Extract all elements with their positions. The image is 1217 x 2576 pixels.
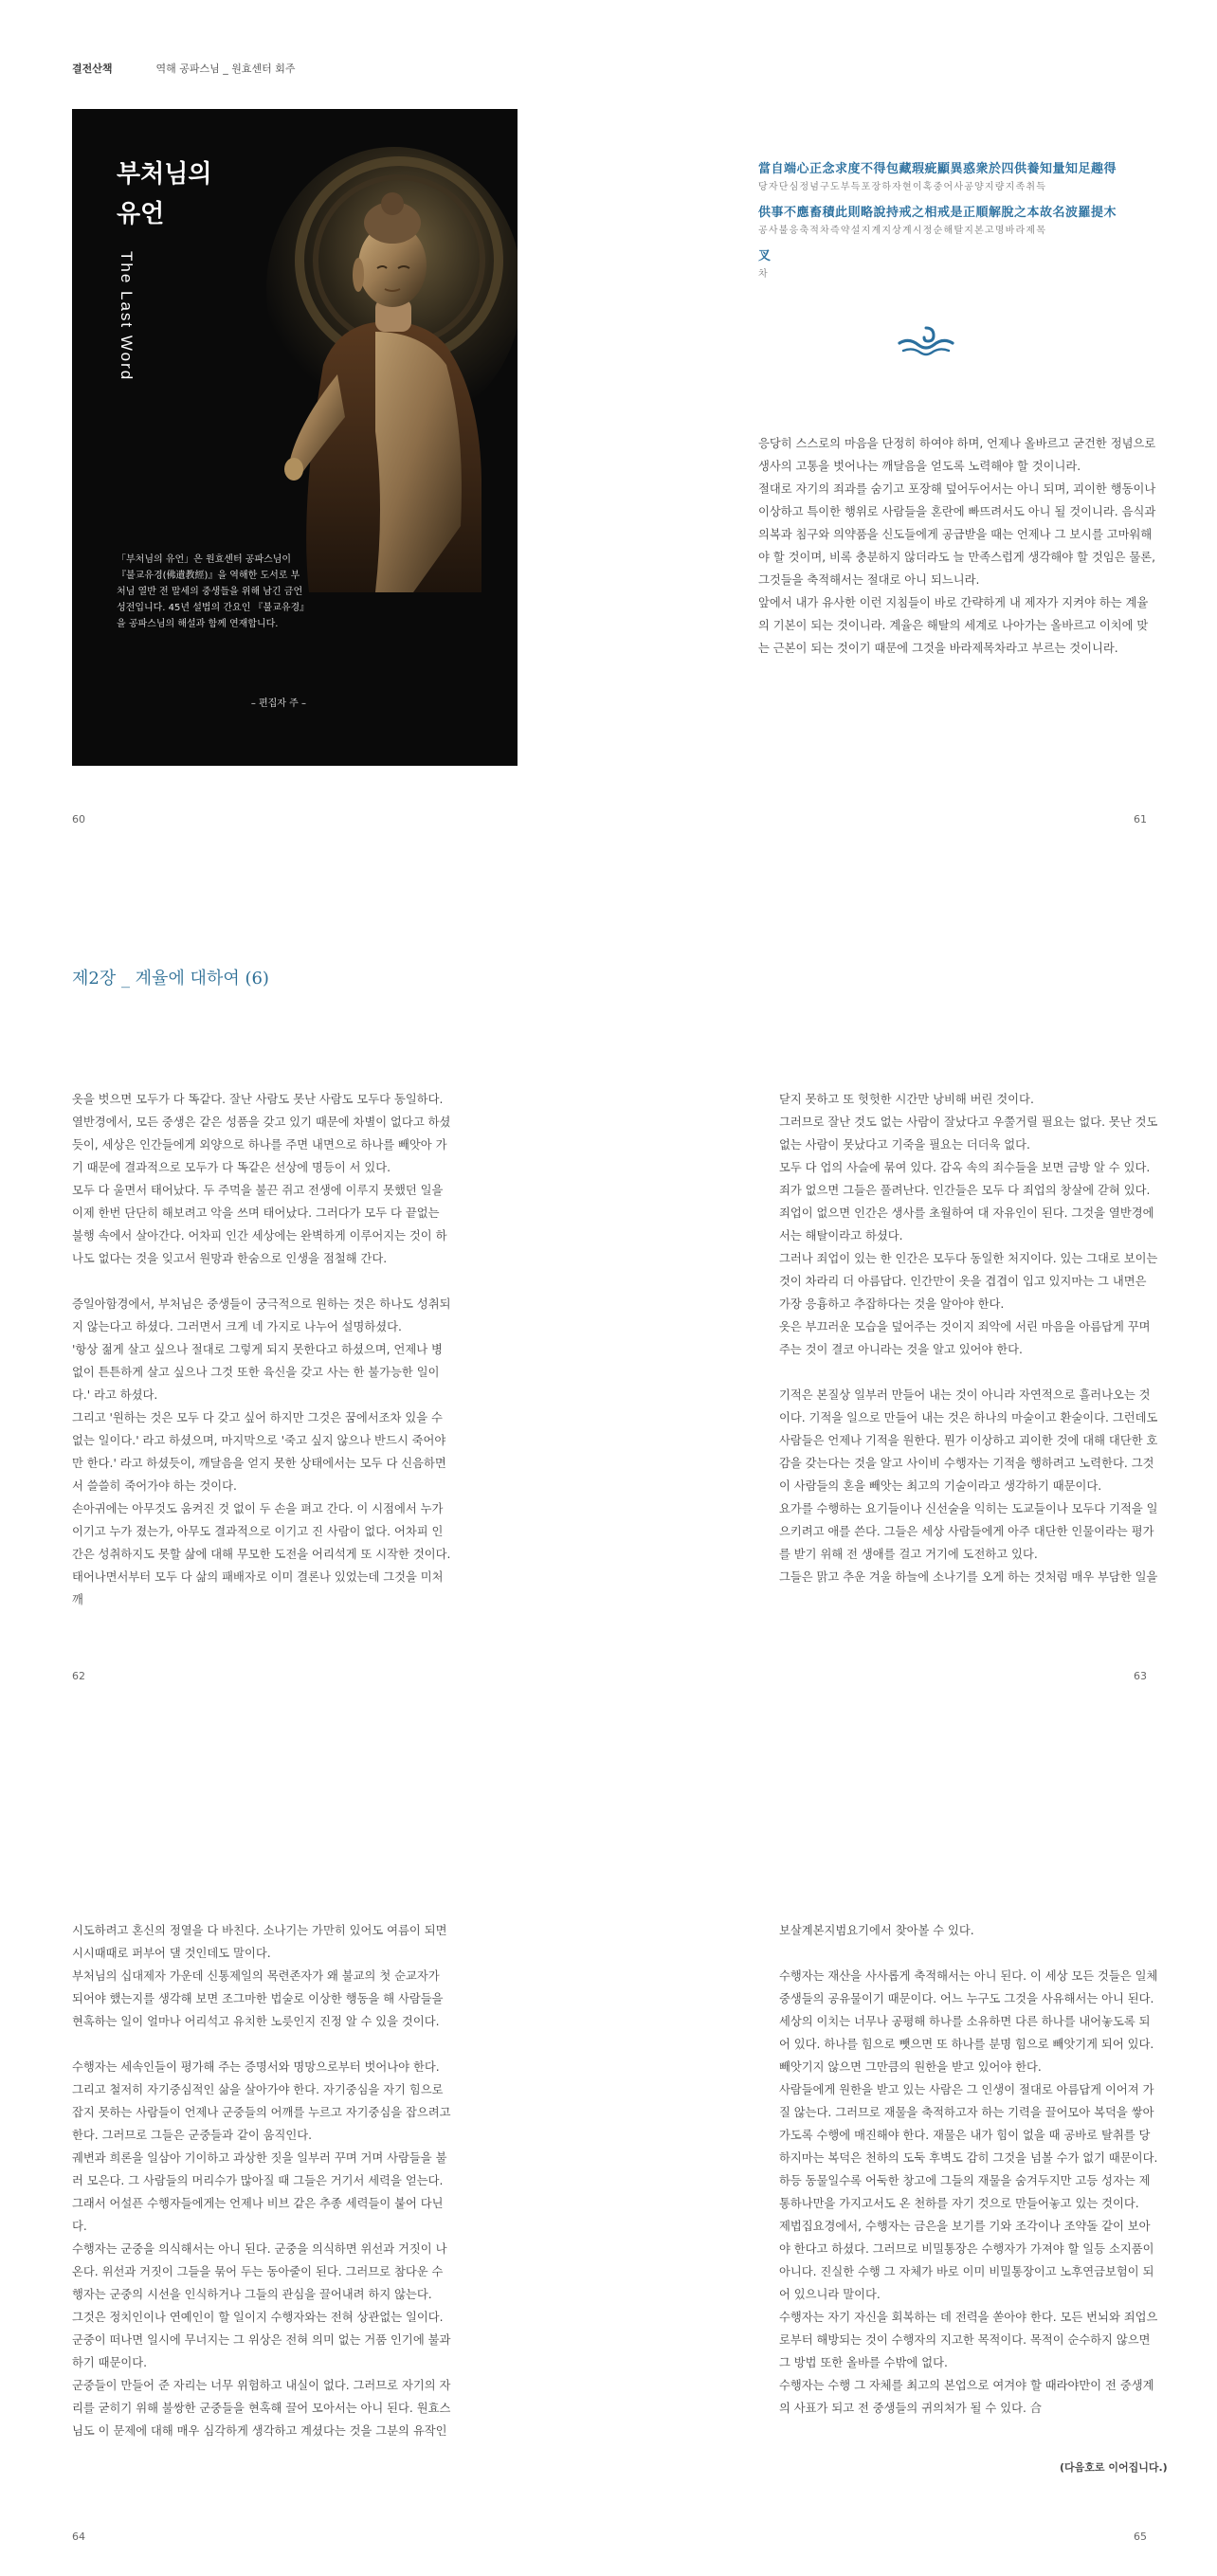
body-page-65: 보살계본지범요기에서 찾아볼 수 있다. 수행자는 재산을 사사롭게 축적해서는 아니 된다. 이 세상 모든 것들은 일체 중생들의 공유물이기 때문이다. 어느 누구도 그것을 사유해서는 아니 된다. 세상의 이치는 너무나 공평해 하나를 소유하면 다른 하나를 내어놓도록 되어 있다. 하나를 힘으로 뺏으면 또 하나를 분명 힘으로 빼앗기게 되어 있다. 빼앗기지 않으면 그만큼의 원한을 받고 있어야 한다. 사람들에게 원한을 받고 있는 사람은 그 인생이 절대로 아름답게 이어져 가질 않는다. 그러므로 재물을 축적하고자 하는 기력을 끌어모아 복덕을 쌓아 가도록 수행에 매진해야 한다. 재물은 내가 힘이 없을 때 공바로 탈취를 당하지마는 복덕은 천하의 도둑 후벽도 감히 그것을 넘볼 수가 없기 때문이다. 하등 동물일수록 어둑한 창고에 그들의 재물을 숨겨두지만 고등 성자는 제통하나만을 가지고서도 온 천하를 자기 것으로 만들어놓고 있는 것이다. 제법집요경에서, 수행자는 금은을 보기를 기와 조각이나 조약돌 같이 보아야 한다고 하셨다. 그러므로 비밀통장은 수행자가 가져야 할 일등 소지품이 아니다. 진실한 수행 그 자체가 바로 이미 비밀통장이고 노후연금보험이 되어 있으니라 말이다. 수행자는 자기 자신을 회복하는 데 전력을 쏟아야 한다. 모든 번뇌와 죄업으로부터 해방되는 것이 수행자의 지고한 목적이다. 목적이 순수하지 않으면 그 방법 또한 올바를 수밖에 없다. 수행자는 수행 그 자체를 최고의 본업으로 여겨야 할 때라야만이 전 중생계의 사표가 되고 전 중생들의 귀의처가 될 수 있다. 合 bbox=[779, 1924, 1158, 2415]
page-number-63: 63 bbox=[1134, 1670, 1147, 1682]
magazine-name: 결전산책 bbox=[72, 63, 113, 75]
sutra-reading-1: 당자단심정념구도부득포장하자현이혹중어사공양지량지족취득 bbox=[758, 182, 1047, 192]
page-number-62: 62 bbox=[72, 1670, 85, 1682]
cover-english-title: The Last Word bbox=[118, 251, 136, 382]
editor-signature: – 편집자 주 – bbox=[250, 698, 306, 709]
chapter-title: 제2장 _ 계율에 대하여 (6) bbox=[72, 969, 269, 989]
header-subtitle: 역해 공파스님 _ 원효센터 회주 bbox=[155, 63, 296, 75]
sutra-passage bbox=[758, 159, 1156, 290]
page-number-64: 64 bbox=[72, 2531, 85, 2543]
sutra-line-1: 當自端心正念求度不得包藏瑕疵顯異惑衆於四供養知量知足趣得 bbox=[758, 162, 1117, 176]
page-number-65: 65 bbox=[1134, 2531, 1147, 2543]
body-page-63: 닫지 못하고 또 헛헛한 시간만 낭비해 버린 것이다. 그러므로 잘난 것도 없는 사람이 잘났다고 우쭐거릴 필요는 없다. 못난 것도 없는 사람이 못났다고 기죽을 필요는 더더욱 없다. 모두 다 업의 사슬에 묶여 있다. 감옥 속의 죄수들을 보면 금방 알 수 있다. 죄가 없으면 그들은 풀려난다. 인간들은 모두 다 죄업의 창살에 갇혀 있다. 죄업이 없으면 인간은 생사를 초월하여 대 자유인이 된다. 그것을 열반경에서는 해탈이라고 하셨다. 그러나 죄업이 있는 한 인간은 모두다 동일한 처지이다. 있는 그대로 보이는 것이 차라리 더 아름답다. 인간만이 옷을 겹겹이 입고 있지마는 그 내면은 가장 응흉하고 추잡하다는 것을 알아야 한다. 옷은 부끄러운 모습을 덮어주는 것이지 죄악에 서린 마음을 아름답게 꾸며주는 것이 결코 아니라는 것을 알고 있어야 한다. 기적은 본질상 일부러 만들어 내는 것이 아니라 자연적으로 흘러나오는 것이다. 기적을 일으로 만들어 내는 것은 하나의 마술이고 환술이다. 그런데도 사람들은 언제나 기적을 원한다. 뭔가 이상하고 괴이한 것에 대해 대단한 호감을 갖는다는 것을 알고 사이비 수행자는 기적을 행하려고 노력한다. 그것이 사람들의 혼을 빼앗는 최고의 기술이라고 생각하기 때문이다. 요가를 수행하는 요기들이나 신선술을 익히는 도교들이나 모두다 기적을 일으키려고 애를 쓴다. 그들은 세상 사람들에게 아주 대단한 인물이라는 평가를 받기 위해 전 생애를 걸고 거기에 도전하고 있다. 그들은 맑고 추운 겨울 하늘에 소나기를 오게 하는 것처럼 매우 부담한 일을 bbox=[779, 1093, 1158, 1584]
continued-note: (다음호로 이어집니다.) bbox=[1060, 2461, 1168, 2474]
page-number-60: 60 bbox=[72, 813, 85, 825]
cloud-wave-icon bbox=[896, 322, 956, 360]
book-cover bbox=[72, 109, 518, 766]
running-header bbox=[72, 61, 296, 76]
sutra-reading-3: 차 bbox=[758, 269, 769, 280]
sutra-line-3: 叉 bbox=[758, 249, 772, 263]
commentary-page-61: 응당히 스스로의 마음을 단정히 하여야 하며, 언제나 올바르고 굳건한 정념으로 생사의 고통을 벗어나는 깨달음을 얻도록 노력해야 할 것이니라. 절대로 자기의 죄과를 숨기고 포장해 덮어두어서는 아니 되며, 괴이한 행동이나 이상하고 특이한 행위로 사람들을 혼란에 빠뜨려서도 아니 될 것이니라. 음식과 의복과 침구와 의약품을 신도들에게 공급받을 때는 언제나 그 보시를 고마워해야 할 것이며, 비록 충분하지 않더라도 늘 만족스럽게 생각해야 할 것임은 물론, 그것들을 축적해서는 절대로 아니 되느니라. 앞에서 내가 유사한 이런 지침들이 바로 간략하게 내 제자가 지켜야 하는 계율의 기본이 되는 것이니라. 계율은 해탈의 세계로 나아가는 올바르고 이치에 맞는 근본이 되는 것이기 때문에 그것을 바라제목차라고 부르는 것이니라. bbox=[758, 437, 1156, 655]
editor-note: 「부처님의 유언」은 원효센터 공파스님이 『불교유경(佛遺教經)』을 역해한 도서로 부처님 열반 전 말세의 중생들을 위해 남긴 금언성전입니다. 45년 설법의 간요인 『불교유경』을 공파스님의 해설과 함께 연재합니다. bbox=[117, 554, 305, 629]
sutra-line-2: 供事不應畜積此則略說持戒之相戒是正順解脫之本故名波羅提木 bbox=[758, 206, 1117, 220]
sutra-reading-2: 공사불응축적차즉약설지계지상계시정순해탈지본고명바라제목 bbox=[758, 226, 1047, 236]
body-page-62: 옷을 벗으면 모두가 다 똑같다. 잘난 사람도 못난 사람도 모두다 동일하다. 열반경에서, 모든 중생은 같은 성품을 갖고 있기 때문에 차별이 없다고 하셨듯이, 세상은 인간들에게 외양으로 하나를 주면 내면으로 하나를 빼앗아 가기 때문에 결과적으로 모두가 다 똑같은 선상에 명등이 서 있다. 모두 다 울면서 태어났다. 두 주먹을 불끈 쥐고 전생에 이루지 못했던 일을 이제 한번 단단히 해보려고 악을 쓰며 태어났다. 그러다가 모두 다 끝없는 불행 속에서 살아간다. 어차피 인간 세상에는 완벽하게 이루어지는 것이 하나도 없다는 것을 잊고서 원망과 한숨으로 인생을 점철해 간다. 증일아함경에서, 부처님은 중생들이 궁극적으로 원하는 것은 하나도 성취되지 않는다고 하셨다. 그러면서 크게 네 가지로 나누어 설명하셨다. '항상 젊게 살고 싶으나 절대로 그렇게 되지 못한다고 하셨으며, 언제나 병 없이 튼튼하게 살고 싶으나 그것 또한 육신을 갖고 사는 한 불가능한 일이다.' 라고 하셨다. 그리고 '원하는 것은 모두 다 갖고 싶어 하지만 그것은 꿈에서조차 있을 수 없는 일이다.' 라고 하셨으며, 마지막으로 '죽고 싶지 않으나 반드시 죽어야만 한다.' 라고 하셨듯이, 깨달음을 얻지 못한 상태에서는 모두 다 신음하면서 쓸쓸히 죽어가야 하는 것이다. 손아귀에는 아무것도 움켜진 것 없이 두 손을 펴고 간다. 이 시점에서 누가 이기고 누가 졌는가, 아무도 결과적으로 이기고 진 사람이 없다. 어차피 인간은 성취하지도 못할 삶에 대해 무모한 도전을 어리석게 또 시작한 것이다. 태어나면서부터 모두 다 삶의 패배자로 이미 결론나 있었는데 그것을 미처 깨 bbox=[72, 1093, 451, 1606]
buddha-statue-image bbox=[233, 147, 518, 592]
body-page-64: 시도하려고 혼신의 정열을 다 바친다. 소나기는 가만히 있어도 여름이 되면 시시때때로 퍼부어 댈 것인데도 말이다. 부처님의 십대제자 가운데 신통제일의 목련존자가 왜 불교의 첫 순교자가 되어야 했는지를 생각해 보면 조그마한 법술로 이상한 행동을 해 사람들을 현혹하는 일이 얼마나 어리석고 유치한 노릇인지 진정 알 수 있을 것이다. 수행자는 세속인들이 평가해 주는 증명서와 명망으로부터 벗어나야 한다. 그리고 철저히 자기중심적인 삶을 살아가야 한다. 자기중심을 자기 힘으로 잡지 못하는 사람들이 언제나 군중들의 어깨를 누르고 자기중심을 잡으려고 한다. 그러므로 그들은 군중들과 같이 움직인다. 궤변과 희론을 일삼아 기이하고 과상한 짓을 일부러 꾸며 거며 사람들을 불러 모은다. 그 사람들의 머리수가 많아질 때 그들은 거기서 세력을 얻는다. 그래서 어설픈 수행자들에게는 언제나 비브 같은 추종 세력들이 붙어 다닌다. 수행자는 군중을 의식해서는 아니 된다. 군중을 의식하면 위선과 거짓이 나온다. 위선과 거짓이 그들을 묶어 두는 동아줄이 된다. 그러므로 참다운 수행자는 군중의 시선을 인식하거나 그들의 관심을 끌어내려 하지 않는다. 그것은 정치인이나 연예인이 할 일이지 수행자와는 전혀 상관없는 일이다. 군중이 떠나면 일시에 무너지는 그 위상은 전혀 의미 없는 거품 인기에 불과하기 때문이다. 군중들이 만들어 준 자리는 너무 위험하고 내실이 없다. 그러므로 자기의 자리를 굳히기 위해 불쌍한 군중들을 현혹해 끌어 모아서는 아니 된다. 원효스님도 이 문제에 대해 매우 심각하게 생각하고 계셨다는 것을 그분의 유작인 bbox=[72, 1924, 451, 2438]
page-number-61: 61 bbox=[1134, 813, 1147, 825]
cover-title: 부처님의 유언 bbox=[117, 160, 212, 228]
